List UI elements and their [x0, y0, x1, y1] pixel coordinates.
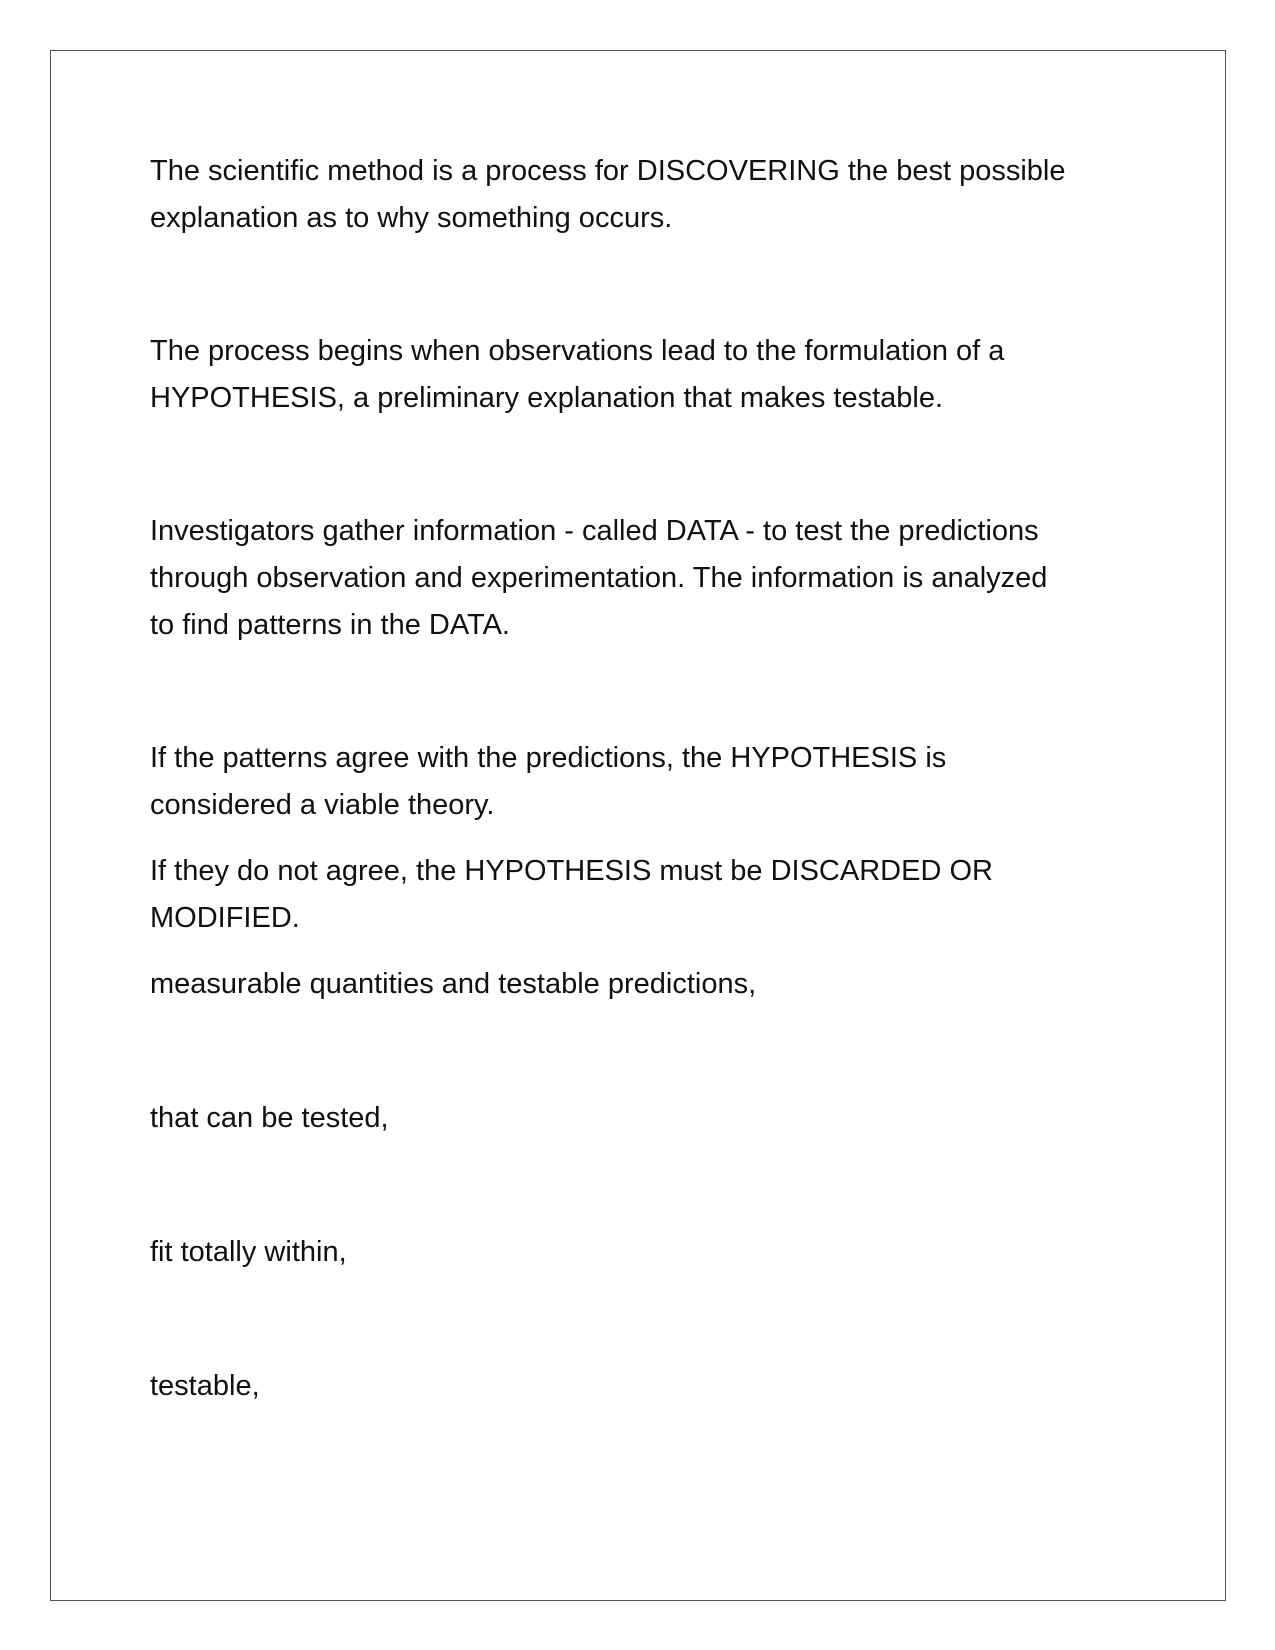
text-line: fit totally within, [150, 1236, 347, 1268]
text-line: testable, [150, 1370, 260, 1402]
paragraph-patterns-agree [150, 735, 1150, 829]
fragment-testable [150, 1363, 1150, 1410]
paragraph-do-not-agree [150, 848, 1150, 942]
text-line: that can be tested, [150, 1102, 389, 1134]
text-line: through observation and experimentation. The information is analyzed [150, 562, 1048, 594]
fragment-measurable-quantities [150, 961, 1150, 1008]
text-line: to find patterns in the DATA. [150, 609, 510, 641]
text-line: measurable quantities and testable predictions, [150, 968, 757, 1000]
text-line: considered a viable theory. [150, 789, 495, 821]
text-line: HYPOTHESIS, a preliminary explanation that makes testable. [150, 382, 944, 414]
text-line: The process begins when observations lead to the formulation of a [150, 335, 1005, 367]
paragraph-scientific-method [150, 148, 1150, 242]
text-line: Investigators gather information - called DATA - to test the predictions [150, 515, 1039, 547]
paragraph-process-begins [150, 328, 1150, 422]
fragment-can-be-tested [150, 1095, 1150, 1142]
text-line: If they do not agree, the HYPOTHESIS must be DISCARDED OR [150, 855, 993, 887]
text-line: explanation as to why something occurs. [150, 202, 673, 234]
text-line: If the patterns agree with the predictions, the HYPOTHESIS is [150, 742, 947, 774]
text-line: MODIFIED. [150, 902, 300, 934]
paragraph-investigators [150, 508, 1150, 649]
text-line: The scientific method is a process for DISCOVERING the best possible [150, 155, 1066, 187]
fragment-fit-totally-within [150, 1229, 1150, 1276]
